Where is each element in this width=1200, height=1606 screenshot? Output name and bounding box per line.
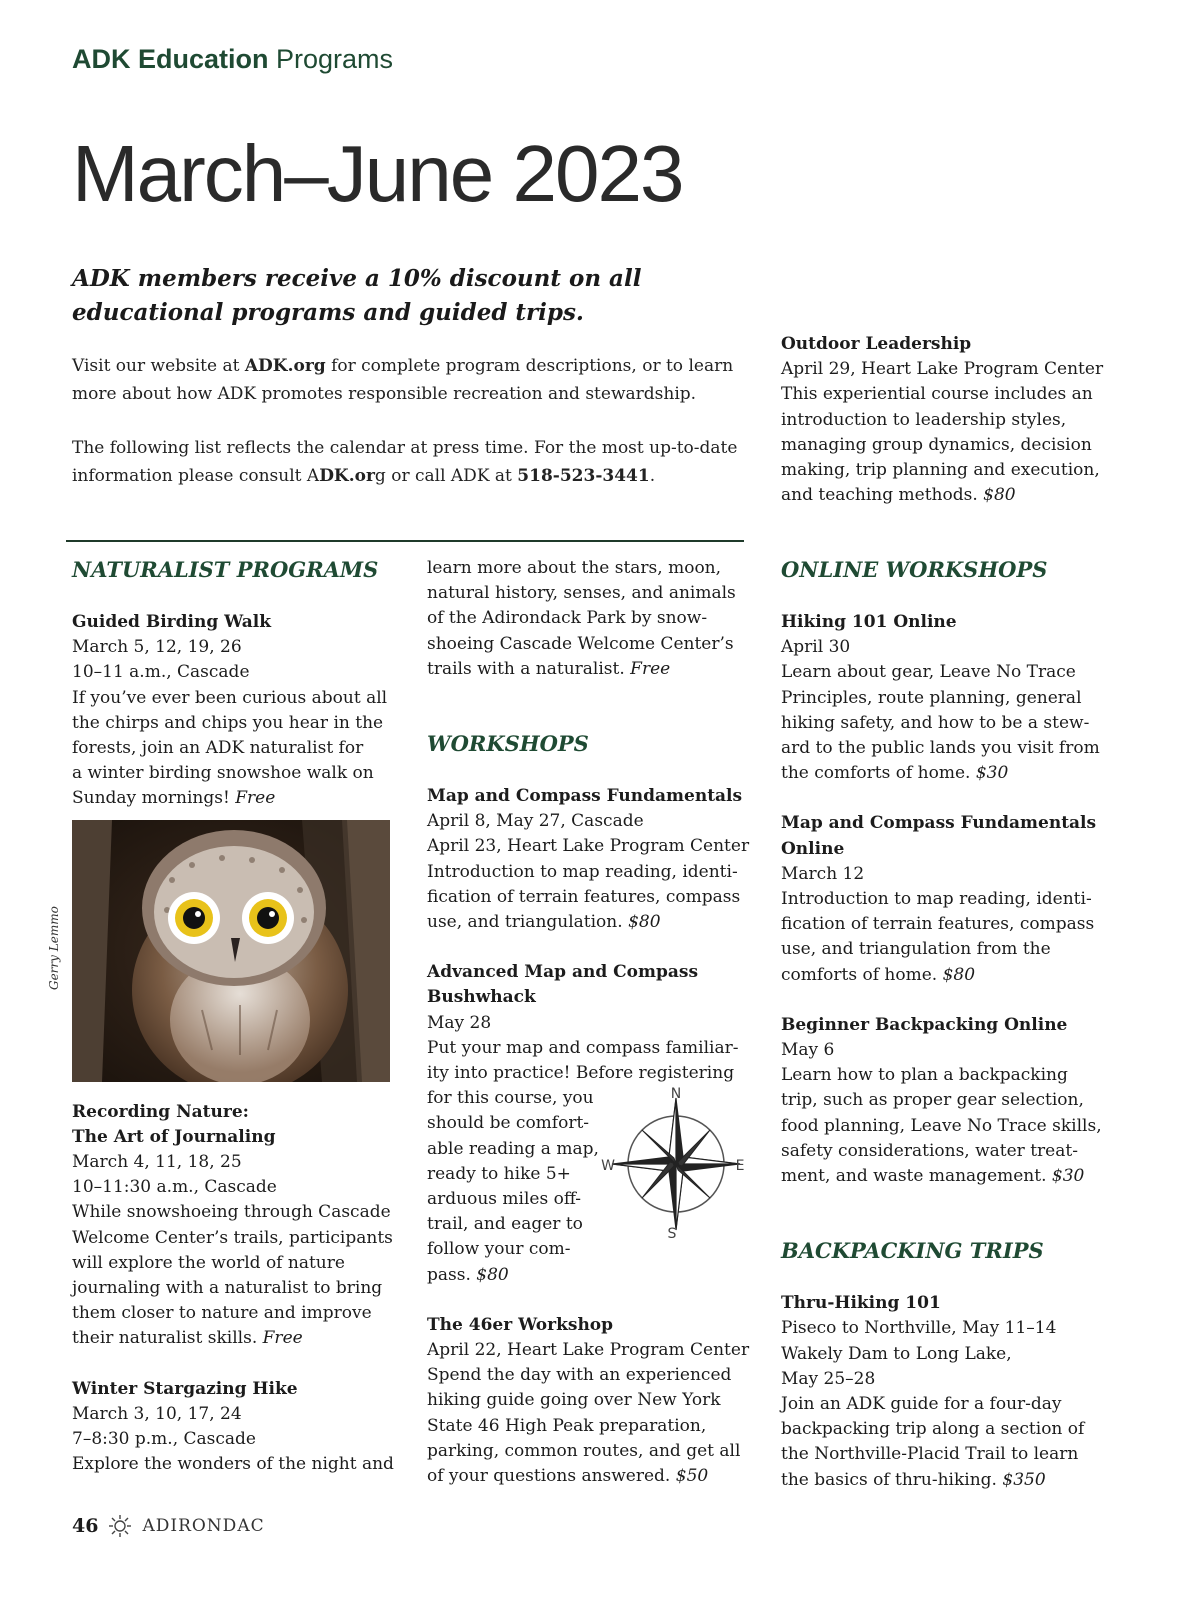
program-date: April 8, May 27, Cascade [427, 811, 644, 832]
page-footer [72, 1514, 265, 1538]
compass-e: E [735, 1158, 745, 1174]
heading-backpacking-trips: BACKPACKING TRIPS [781, 1238, 1044, 1264]
intro-text: Visit our website at [72, 356, 245, 376]
program-desc: comforts of home. [781, 964, 943, 985]
column-leadership [781, 332, 1121, 533]
program-desc: Introduction to map reading, identi- [781, 889, 1092, 910]
program-title: Outdoor Leadership [781, 334, 972, 354]
program-desc: hiking safety, and how to be a stew- [781, 712, 1090, 733]
program-date: April 29, Heart Lake Program Center [781, 359, 1104, 380]
program-date: March 4, 11, 18, 25 [72, 1152, 242, 1173]
program-desc: fication of terrain features, compass [781, 914, 1095, 935]
program-outdoor-leadership [781, 332, 1121, 508]
program-desc: trip, such as proper gear selection, [781, 1090, 1084, 1111]
program-stargazing-cont [427, 556, 757, 682]
program-desc: use, and triangulation. [427, 912, 629, 933]
program-desc: ready to hike 5+ [427, 1163, 571, 1184]
program-desc: trail, and eager to [427, 1214, 583, 1235]
photo-credit: Gerry Lemmo [47, 905, 61, 990]
program-desc: their naturalist skills. [72, 1328, 263, 1349]
program-desc: Learn about gear, Leave No Trace [781, 662, 1076, 683]
program-desc: follow your com- [427, 1239, 571, 1260]
program-price: Free [235, 788, 276, 809]
program-desc: safety considerations, water treat- [781, 1140, 1078, 1161]
program-desc: introduction to leadership styles, [781, 409, 1067, 430]
program-title: Advanced Map and Compass [427, 962, 699, 983]
program-desc: and teaching methods. [781, 485, 984, 506]
program-map-compass-online [781, 811, 1121, 987]
program-desc: Welcome Center’s trails, participants [72, 1227, 393, 1248]
program-date: March 12 [781, 863, 865, 884]
owl-image [72, 820, 390, 1082]
page-number: 46 [72, 1515, 99, 1537]
heading-workshops: WORKSHOPS [427, 731, 589, 757]
header-light: Programs [268, 44, 394, 74]
compass-n: N [670, 1086, 682, 1102]
program-title: The Art of Journaling [72, 1126, 276, 1147]
program-time: 7–8:30 p.m., Cascade [72, 1429, 256, 1450]
program-desc: ard to the public lands you visit from [781, 738, 1100, 759]
program-desc: forests, join an ADK naturalist for [72, 738, 364, 759]
program-title: Online [781, 838, 845, 859]
program-price: $30 [1051, 1166, 1085, 1187]
intro-text: for complete program descriptions, or to learn more about how ADK promotes responsible recreation and stewardship. [72, 356, 734, 404]
program-price: $80 [942, 964, 976, 985]
program-price: $50 [675, 1466, 709, 1487]
program-price: $80 [476, 1264, 509, 1285]
discount-line: ADK members receive a 10% discount on all [72, 265, 642, 292]
divider [66, 540, 744, 542]
program-desc: learn more about the stars, moon, [427, 558, 722, 578]
program-date: Wakely Dam to Long Lake, [781, 1343, 1012, 1364]
program-desc: hiking guide going over New York [427, 1390, 721, 1411]
program-date: March 3, 10, 17, 24 [72, 1403, 242, 1424]
program-title: Map and Compass Fundamentals [781, 813, 1097, 834]
compass-s: S [667, 1226, 677, 1242]
program-desc: Principles, route planning, general [781, 687, 1082, 708]
section-header [72, 44, 393, 75]
program-desc: of the Adirondack Park by snow- [427, 608, 708, 629]
heading-online-workshops: ONLINE WORKSHOPS [781, 557, 1048, 582]
program-desc: making, trip planning and execution, [781, 460, 1100, 481]
page-title: March–June 2023 [72, 129, 683, 218]
program-desc: them closer to nature and improve [72, 1303, 372, 1324]
program-title: Beginner Backpacking Online [781, 1014, 1068, 1035]
program-desc: While snowshoeing through Cascade [72, 1202, 391, 1223]
magazine-name: ADIRONDAC [142, 1516, 265, 1536]
program-date: May 6 [781, 1040, 835, 1061]
program-desc: food planning, Leave No Trace skills, [781, 1115, 1102, 1136]
program-desc: ment, and waste management. [781, 1166, 1052, 1187]
column-1 [47, 556, 402, 1477]
program-desc: Join an ADK guide for a four-day [781, 1394, 1062, 1415]
column-3 [781, 556, 1121, 1493]
program-desc: natural history, senses, and animals [427, 583, 736, 604]
program-desc: able reading a map, [427, 1138, 599, 1159]
program-map-compass [427, 784, 757, 935]
intro-text: g or call ADK at [374, 466, 518, 486]
intro-website [72, 352, 752, 408]
program-hiking-101-online [781, 610, 1121, 786]
program-desc: arduous miles off- [427, 1189, 582, 1210]
program-title: Thru-Hiking 101 [781, 1293, 941, 1314]
owl-photo [47, 820, 390, 1082]
program-backpacking-online [781, 1013, 1121, 1189]
program-desc: the chirps and chips you hear in the [72, 712, 384, 733]
program-desc: Put your map and compass familiar- [427, 1037, 739, 1058]
program-desc: This experiential course includes an [781, 384, 1093, 405]
program-desc: fication of terrain features, compass [427, 886, 741, 907]
program-title: Winter Stargazing Hike [72, 1378, 298, 1399]
intro-text: . [649, 466, 656, 486]
program-desc: the Northville-Placid Trail to learn [781, 1444, 1079, 1465]
program-price: $80 [983, 485, 1016, 506]
discount-notice [72, 262, 672, 330]
program-desc: Explore the wonders of the night and [72, 1454, 394, 1475]
program-price: $350 [1002, 1469, 1046, 1490]
program-desc: a winter birding snowshoe walk on [72, 763, 374, 784]
program-desc: managing group dynamics, decision [781, 434, 1092, 455]
program-desc: the basics of thru-hiking. [781, 1469, 1003, 1490]
program-title: Hiking 101 Online [781, 612, 957, 632]
program-title: The 46er Workshop [427, 1314, 614, 1335]
program-price: Free [630, 658, 671, 679]
program-date: April 30 [781, 637, 851, 658]
column-2 [427, 556, 757, 1489]
program-desc: the comforts of home. [781, 763, 976, 784]
program-desc: pass. [427, 1264, 477, 1285]
program-date: March 5, 12, 19, 26 [72, 637, 242, 658]
program-desc: State 46 High Peak preparation, [427, 1415, 707, 1436]
program-time: 10–11:30 a.m., Cascade [72, 1177, 277, 1198]
program-price: Free [262, 1328, 303, 1349]
program-stargazing-hike [72, 1377, 402, 1478]
discount-line: educational programs and guided trips. [72, 299, 584, 326]
compass-w: W [601, 1158, 615, 1174]
website-link[interactable]: ADK.org [244, 356, 326, 376]
program-desc: If you’ve ever been curious about all [72, 687, 388, 708]
program-thru-hiking [781, 1291, 1121, 1493]
program-date: Piseco to Northville, May 11–14 [781, 1318, 1057, 1339]
program-date: May 28 [427, 1012, 492, 1033]
intro-calendar [72, 434, 752, 490]
program-desc: ity into practice! Before registering [427, 1063, 735, 1084]
program-desc: should be comfort- [427, 1113, 590, 1134]
website-link[interactable]: DK.or [319, 466, 375, 486]
program-46er-workshop [427, 1313, 757, 1489]
program-desc: of your questions answered. [427, 1466, 676, 1487]
program-title: Guided Birding Walk [72, 612, 272, 632]
program-date: April 23, Heart Lake Program Center [427, 836, 750, 857]
program-desc: backpacking trip along a section of [781, 1419, 1085, 1440]
program-date: May 25–28 [781, 1368, 876, 1389]
header-bold: ADK Education [72, 44, 269, 74]
program-desc: Sunday mornings! [72, 788, 236, 809]
phone-number[interactable]: 518-523-3441 [517, 466, 650, 486]
program-date: April 22, Heart Lake Program Center [427, 1340, 750, 1361]
program-desc: journaling with a naturalist to bring [72, 1278, 383, 1299]
program-title: Recording Nature: [72, 1101, 249, 1122]
program-price: $80 [628, 912, 661, 933]
program-title: Bushwhack [427, 987, 536, 1008]
program-desc: shoeing Cascade Welcome Center’s [427, 633, 734, 654]
compass-rose-icon [598, 1086, 748, 1242]
sun-icon [108, 1514, 132, 1538]
program-price: $30 [975, 763, 1009, 784]
program-desc: will explore the world of nature [72, 1252, 345, 1273]
program-recording-nature [72, 1100, 402, 1352]
program-desc: Introduction to map reading, identi- [427, 861, 738, 882]
program-desc: Spend the day with an experienced [427, 1365, 732, 1386]
program-desc: use, and triangulation from the [781, 939, 1051, 960]
program-desc: for this course, you [427, 1088, 594, 1109]
heading-naturalist: NATURALIST PROGRAMS [72, 557, 379, 582]
program-desc: Learn how to plan a backpacking [781, 1065, 1068, 1086]
program-title: Map and Compass Fundamentals [427, 786, 743, 807]
program-desc: trails with a naturalist. [427, 658, 631, 679]
program-time: 10–11 a.m., Cascade [72, 662, 250, 683]
intro-text: The following list reflects the calendar at press time. For the most up-to-date information please consult A [72, 438, 738, 486]
program-desc: parking, common routes, and get all [427, 1440, 741, 1461]
program-birding-walk [72, 610, 402, 812]
